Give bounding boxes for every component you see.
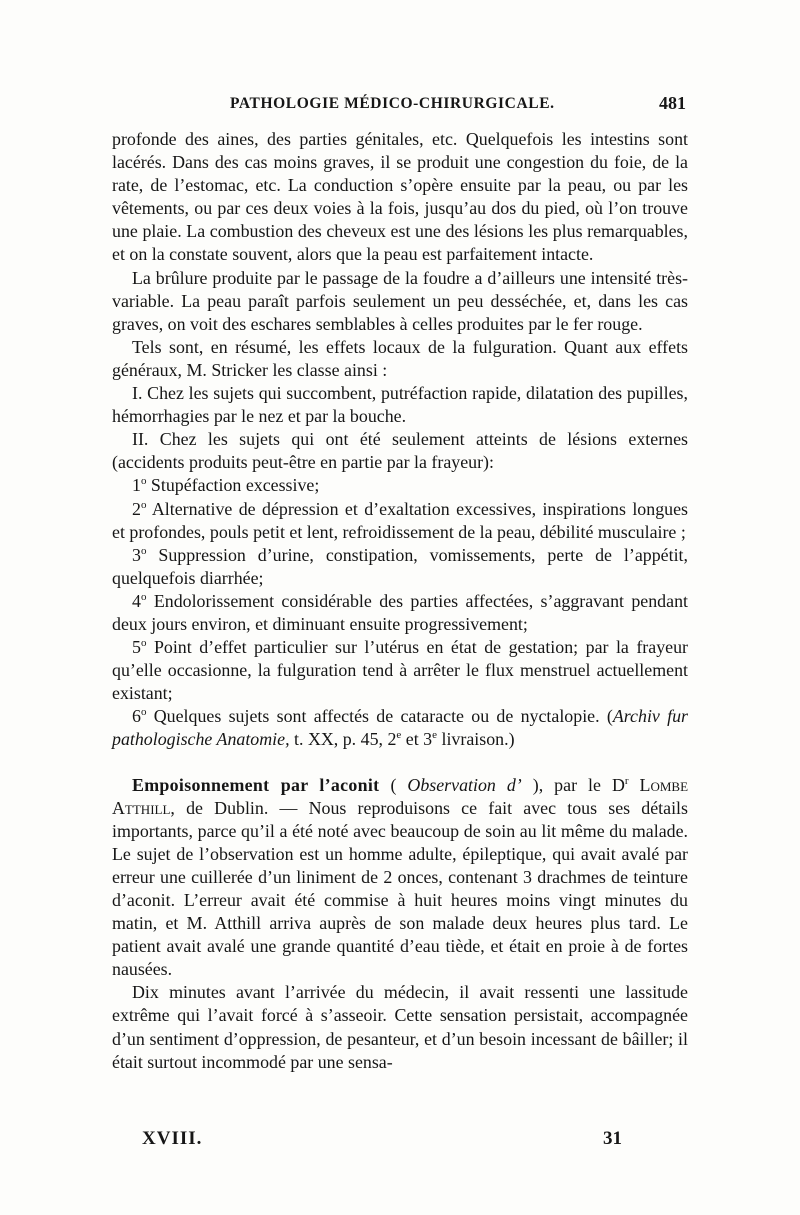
ordinal-mark: o <box>140 475 147 488</box>
paragraph-lightning-lesions: profonde des aines, des parties génitales, etc. Quelquefois les intestins sont lacérés. Dans des cas moins graves, il se produit une congestion du foie, de la rate, de l’estomac, etc. La conduction s’opère ensuite par la peau, ou par les vêtements, ou par ces deux voies à la fois, jusqu’au dos du pied, où l’on trouve une plaie. La combustion des cheveux est une des lésions les plus remarquables, et on la constate souvent, alors que la peau est parfaitement intacte. <box>112 129 688 265</box>
page-footer <box>112 1128 688 1154</box>
signature-mark: XVIII. <box>142 1128 203 1149</box>
ordinal-mark: e <box>396 729 402 742</box>
list-item <box>112 636 688 705</box>
item-number: 2 <box>132 498 141 519</box>
item-number: 3 <box>132 544 141 565</box>
doctor-title-sup: r <box>624 774 629 787</box>
list-item <box>112 590 688 636</box>
citation-issue: livraison.) <box>437 729 515 750</box>
section-heading: Empoisonnement par l’aconit <box>132 774 380 795</box>
item-number: 1 <box>132 475 141 496</box>
item-text: Suppression d’urine, constipation, vomissements, perte de l’appétit, quelquefois diarrhée; <box>112 544 688 588</box>
item-number: 5 <box>132 637 141 658</box>
ordinal-mark: o <box>140 637 147 650</box>
list-item <box>112 474 688 497</box>
observation-close: ), par le <box>521 774 612 795</box>
observation-open: ( <box>379 774 408 795</box>
doctor-name: Lombe Atthill <box>112 774 689 818</box>
item-text: Alternative de dépression et d’exaltation excessives, inspirations longues et profondes, pouls petit et lent, refroidissement de la peau, débilité musculaire ; <box>112 498 688 542</box>
paragraph-surviving-cases: II. Chez les sujets qui ont été seulement atteints de lésions externes (accidents produits peut-être en partie par la frayeur): <box>112 429 688 473</box>
citation-volume: t. XX, p. 45, 2 <box>289 729 397 750</box>
paragraph-symptoms: Dix minutes avant l’arrivée du médecin, il avait ressenti une lassitude extrême qui l’avait forcé à s’asseoir. Cette sensation persistait, accompagnée d’un sentiment d’oppression, de pesanteur, et d’un besoin incessant de bâiller; il était surtout incommodé par une sensa- <box>112 982 688 1072</box>
citation-conjunction: et 3 <box>401 729 433 750</box>
ordinal-mark: o <box>140 590 147 603</box>
item-text: Point d’effet particulier sur l’utérus en état de gestation; par la frayeur qu’elle occasionne, la fulguration tend à arrêter le flux menstruel actuellement existant; <box>112 637 688 704</box>
item-text: Endolorissement considérable des parties affectées, s’aggravant pendant deux jours environ, et diminuant ensuite progressivement; <box>112 590 688 634</box>
list-item <box>112 498 688 544</box>
item-text: Stupéfaction excessive; <box>146 475 320 496</box>
body-text <box>112 128 688 1074</box>
paragraph-general-effects-intro: Tels sont, en résumé, les effets locaux de la fulguration. Quant aux effets généraux, M. Stricker les classe ainsi : <box>112 336 688 380</box>
observation-label: Observation d’ <box>407 774 522 795</box>
item-number: 6 <box>132 706 141 727</box>
page-number: 481 <box>659 93 686 113</box>
section-spacer <box>112 752 688 774</box>
sheet-number: 31 <box>603 1128 622 1149</box>
running-title: PATHOLOGIE MÉDICO-CHIRURGICALE. <box>230 95 555 112</box>
ordinal-mark: o <box>140 498 147 511</box>
section-paragraph-text: , de Dublin. — Nous reproduisons ce fait avec tous ses détails importants, parce qu’il a été noté avec beaucoup de soin au lit même du malade. Le sujet de l’observation est un homme adulte, épileptique, qui avait avalé par erreur une cuillerée d’un liniment de 2 onces, contenant 3 drachmes de teinture d’aconit. L’erreur avait été commise à huit heures moins vingt minutes du matin, et M. Atthill arriva auprès de son malade deux heures plus tard. Le patient avait avalé une grande quantité d’eau tiède, et était en proie à de fortes nausées. <box>112 797 688 980</box>
citation-journal: Archiv fur pathologische Anatomie, <box>112 706 689 750</box>
paragraph-fatal-cases: I. Chez les sujets qui succombent, putréfaction rapide, dilatation des pupilles, hémorrhagies par le nez et par la bouche. <box>112 383 688 427</box>
paragraph-burn-intensity: La brûlure produite par le passage de la foudre a d’ailleurs une intensité très-variable. La peau paraît parfois seulement un peu desséchée, et, dans les cas graves, on voit des eschares semblables à celles produites par le fer rouge. <box>112 267 688 334</box>
section-opening-paragraph <box>112 774 688 982</box>
ordinal-mark: e <box>432 729 438 742</box>
ordinal-mark: o <box>140 706 147 719</box>
list-item <box>112 705 688 751</box>
item-text: Quelques sujets sont affectés de cataracte ou de nyctalopie. ( <box>146 706 613 727</box>
list-item <box>112 544 688 590</box>
running-header <box>110 93 688 119</box>
ordinal-mark: o <box>140 544 147 557</box>
item-number: 4 <box>132 590 141 611</box>
doctor-title: D <box>611 774 625 795</box>
